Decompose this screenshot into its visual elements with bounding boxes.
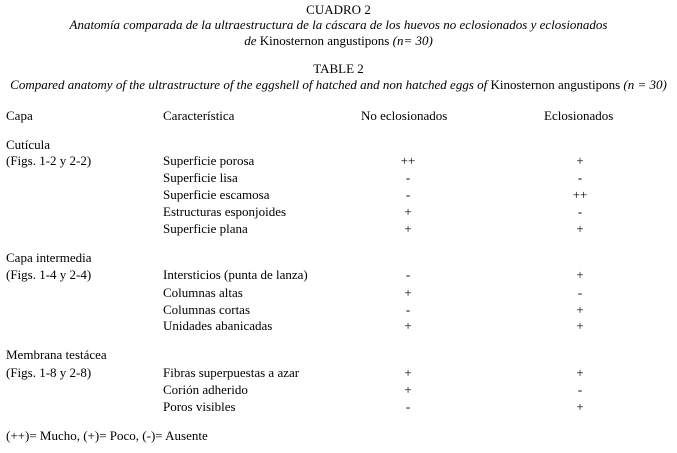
group-name: Membrana testácea — [6, 347, 107, 362]
value-eclosionados: + — [576, 318, 584, 333]
feature-label: Intersticios (punta de lanza) — [163, 267, 308, 282]
value-eclosionados: - — [577, 285, 583, 300]
spanish-caption-line-1: Anatomía comparada de la ultraestructura de la cáscara de los huevos no eclosionados y eclosionados — [69, 17, 608, 32]
caption-sample-size: (n = 30) — [620, 77, 667, 92]
group-figs: (Figs. 1-8 y 2-8) — [6, 365, 92, 380]
value-no-eclosionados: + — [404, 221, 412, 236]
feature-label: Fibras superpuestas a azar — [163, 365, 300, 380]
feature-label: Superficie lisa — [163, 170, 238, 185]
feature-label: Corión adherido — [163, 382, 248, 397]
header-capa: Capa — [6, 108, 33, 123]
header-no-eclosionados: No eclosionados — [361, 108, 448, 123]
value-no-eclosionados: ++ — [400, 153, 416, 168]
legend: (++)= Mucho, (+)= Poco, (-)= Ausente — [6, 428, 208, 443]
english-caption — [0, 77, 677, 93]
species-name: Kinosternon angustipons — [259, 33, 390, 48]
value-no-eclosionados: + — [404, 365, 412, 380]
species-name: Kinosternon angustipons — [490, 77, 621, 92]
group-figs: (Figs. 1-2 y 2-2) — [6, 153, 92, 168]
value-no-eclosionados: + — [404, 382, 412, 397]
value-no-eclosionados: + — [404, 204, 412, 219]
value-eclosionados: - — [577, 382, 583, 397]
table-heading: TABLE 2 — [313, 61, 364, 76]
value-eclosionados: - — [577, 204, 583, 219]
value-eclosionados: + — [576, 399, 584, 414]
value-eclosionados: - — [577, 170, 583, 185]
value-eclosionados: + — [576, 267, 584, 282]
value-no-eclosionados: + — [404, 318, 412, 333]
group-figs: (Figs. 1-4 y 2-4) — [6, 267, 92, 282]
value-eclosionados: ++ — [572, 187, 588, 202]
cuadro-heading: CUADRO 2 — [306, 2, 371, 17]
header-eclosionados: Eclosionados — [544, 108, 614, 123]
caption-prefix: de — [244, 33, 260, 48]
feature-label: Estructuras esponjoides — [163, 204, 287, 219]
caption-text: Compared anatomy of the ultrastructure of the eggshell of hatched and non hatched eggs of — [10, 77, 491, 92]
feature-label: Superficie escamosa — [163, 187, 270, 202]
caption-sample-size: (n= 30) — [389, 33, 433, 48]
feature-label: Superficie plana — [163, 221, 248, 236]
group-name: Capa intermedia — [6, 250, 92, 265]
value-eclosionados: + — [576, 302, 584, 317]
feature-label: Unidades abanicadas — [163, 318, 273, 333]
value-eclosionados: + — [576, 221, 584, 236]
value-no-eclosionados: - — [405, 399, 411, 414]
value-no-eclosionados: - — [405, 170, 411, 185]
feature-label: Superficie porosa — [163, 153, 255, 168]
feature-label: Poros visibles — [163, 399, 236, 414]
value-no-eclosionados: - — [405, 267, 411, 282]
value-no-eclosionados: + — [404, 285, 412, 300]
feature-label: Columnas altas — [163, 285, 243, 300]
value-no-eclosionados: - — [405, 302, 411, 317]
feature-label: Columnas cortas — [163, 302, 251, 317]
group-name: Cutícula — [6, 137, 51, 152]
value-no-eclosionados: - — [405, 187, 411, 202]
value-eclosionados: + — [576, 365, 584, 380]
value-eclosionados: + — [576, 153, 584, 168]
header-caracteristica: Característica — [163, 108, 235, 123]
spanish-caption-line-2 — [0, 33, 677, 49]
